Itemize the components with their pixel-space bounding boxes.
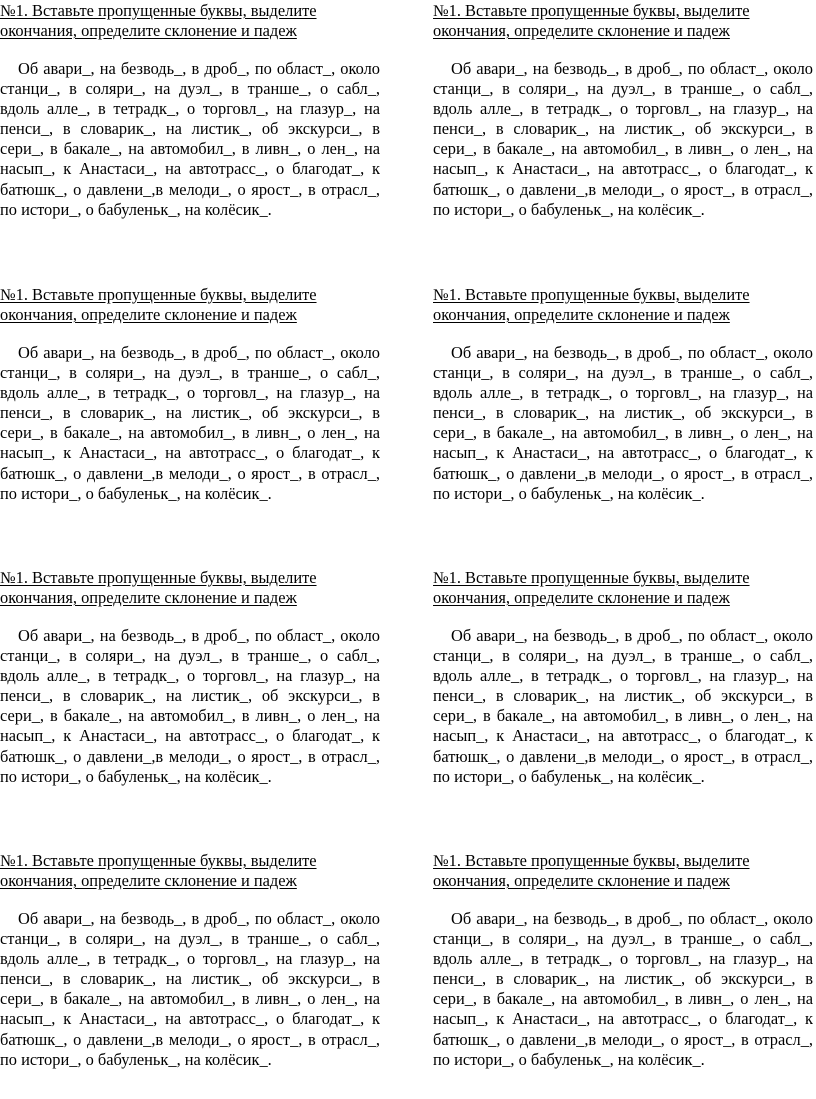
exercise-text: Об авари_, на безводь_, в дроб_, по област_, около станци_, в соляри_, на дуэл_, в транше_, о сабл_, вдоль алле_, в тетрадк_, о торговл_, на глазур_, на пенси_, в словарик_, на листик_, об экскурси_, в сери_, в бакале_, на автомобил_, в ливн_, о лен_, на насып_, к Анастаси_, на автотрасс_, о благодат_, к батюшк_, о давлени_,в мелоди_, о ярост_, в отрасл_, по истори_, о бабуленьк_, на колёсик_. xyxy=(0,626,380,786)
exercise-card xyxy=(0,851,380,1070)
exercise-text: Об авари_, на безводь_, в дроб_, по област_, около станци_, в соляри_, на дуэл_, в транше_, о сабл_, вдоль алле_, в тетрадк_, о торговл_, на глазур_, на пенси_, в словарик_, на листик_, об экскурси_, в сери_, в бакале_, на автомобил_, в ливн_, о лен_, на насып_, к Анастаси_, на автотрасс_, о благодат_, к батюшк_, о давлени_,в мелоди_, о ярост_, в отрасл_, по истори_, о бабуленьк_, на колёсик_. xyxy=(433,909,813,1069)
exercise-text: Об авари_, на безводь_, в дроб_, по област_, около станци_, в соляри_, на дуэл_, в транше_, о сабл_, вдоль алле_, в тетрадк_, о торговл_, на глазур_, на пенси_, в словарик_, на листик_, об экскурси_, в сери_, в бакале_, на автомобил_, в ливн_, о лен_, на насып_, к Анастаси_, на автотрасс_, о благодат_, к батюшк_, о давлени_,в мелоди_, о ярост_, в отрасл_, по истори_, о бабуленьк_, на колёсик_. xyxy=(433,626,813,786)
exercise-title xyxy=(0,568,380,608)
exercise-title xyxy=(0,285,380,325)
exercise-card xyxy=(433,285,813,504)
exercise-title xyxy=(433,1,813,41)
exercise-title-line1: №1. Вставьте пропущенные буквы, выделите xyxy=(0,1,317,20)
exercise-card xyxy=(0,1,380,220)
exercise-text: Об авари_, на безводь_, в дроб_, по област_, около станци_, в соляри_, на дуэл_, в транше_, о сабл_, вдоль алле_, в тетрадк_, о торговл_, на глазур_, на пенси_, в словарик_, на листик_, об экскурси_, в сери_, в бакале_, на автомобил_, в ливн_, о лен_, на насып_, к Анастаси_, на автотрасс_, о благодат_, к батюшк_, о давлени_,в мелоди_, о ярост_, в отрасл_, по истори_, о бабуленьк_, на колёсик_. xyxy=(0,59,380,219)
exercise-text: Об авари_, на безводь_, в дроб_, по област_, около станци_, в соляри_, на дуэл_, в транше_, о сабл_, вдоль алле_, в тетрадк_, о торговл_, на глазур_, на пенси_, в словарик_, на листик_, об экскурси_, в сери_, в бакале_, на автомобил_, в ливн_, о лен_, на насып_, к Анастаси_, на автотрасс_, о благодат_, к батюшк_, о давлени_,в мелоди_, о ярост_, в отрасл_, по истори_, о бабуленьк_, на колёсик_. xyxy=(0,343,380,503)
exercise-title-line2: окончания, определите склонение и падеж xyxy=(0,305,297,324)
exercise-title-line1: №1. Вставьте пропущенные буквы, выделите xyxy=(0,851,317,870)
exercise-title-line1: №1. Вставьте пропущенные буквы, выделите xyxy=(433,568,750,587)
exercise-card xyxy=(433,851,813,1070)
exercise-card xyxy=(433,568,813,787)
exercise-title-line1: №1. Вставьте пропущенные буквы, выделите xyxy=(433,851,750,870)
exercise-text: Об авари_, на безводь_, в дроб_, по област_, около станци_, в соляри_, на дуэл_, в транше_, о сабл_, вдоль алле_, в тетрадк_, о торговл_, на глазур_, на пенси_, в словарик_, на листик_, об экскурси_, в сери_, в бакале_, на автомобил_, в ливн_, о лен_, на насып_, к Анастаси_, на автотрасс_, о благодат_, к батюшк_, о давлени_,в мелоди_, о ярост_, в отрасл_, по истори_, о бабуленьк_, на колёсик_. xyxy=(0,909,380,1069)
exercise-title xyxy=(0,1,380,41)
exercise-title xyxy=(0,851,380,891)
exercise-title-line2: окончания, определите склонение и падеж xyxy=(0,588,297,607)
exercise-title-line1: №1. Вставьте пропущенные буквы, выделите xyxy=(0,285,317,304)
exercise-title xyxy=(433,851,813,891)
exercise-title-line2: окончания, определите склонение и падеж xyxy=(0,871,297,890)
exercise-text: Об авари_, на безводь_, в дроб_, по област_, около станци_, в соляри_, на дуэл_, в транше_, о сабл_, вдоль алле_, в тетрадк_, о торговл_, на глазур_, на пенси_, в словарик_, на листик_, об экскурси_, в сери_, в бакале_, на автомобил_, в ливн_, о лен_, на насып_, к Анастаси_, на автотрасс_, о благодат_, к батюшк_, о давлени_,в мелоди_, о ярост_, в отрасл_, по истори_, о бабуленьк_, на колёсик_. xyxy=(433,59,813,219)
exercise-title-line1: №1. Вставьте пропущенные буквы, выделите xyxy=(0,568,317,587)
exercise-title-line1: №1. Вставьте пропущенные буквы, выделите xyxy=(433,1,750,20)
exercise-text: Об авари_, на безводь_, в дроб_, по област_, около станци_, в соляри_, на дуэл_, в транше_, о сабл_, вдоль алле_, в тетрадк_, о торговл_, на глазур_, на пенси_, в словарик_, на листик_, об экскурси_, в сери_, в бакале_, на автомобил_, в ливн_, о лен_, на насып_, к Анастаси_, на автотрасс_, о благодат_, к батюшк_, о давлени_,в мелоди_, о ярост_, в отрасл_, по истори_, о бабуленьк_, на колёсик_. xyxy=(433,343,813,503)
exercise-card xyxy=(0,568,380,787)
exercise-title-line2: окончания, определите склонение и падеж xyxy=(433,588,730,607)
exercise-title-line2: окончания, определите склонение и падеж xyxy=(433,21,730,40)
exercise-title-line2: окончания, определите склонение и падеж xyxy=(433,871,730,890)
exercise-card xyxy=(0,285,380,504)
exercise-title-line2: окончания, определите склонение и падеж xyxy=(0,21,297,40)
exercise-title-line2: окончания, определите склонение и падеж xyxy=(433,305,730,324)
exercise-title xyxy=(433,285,813,325)
exercise-title xyxy=(433,568,813,608)
exercise-card xyxy=(433,1,813,220)
exercise-title-line1: №1. Вставьте пропущенные буквы, выделите xyxy=(433,285,750,304)
